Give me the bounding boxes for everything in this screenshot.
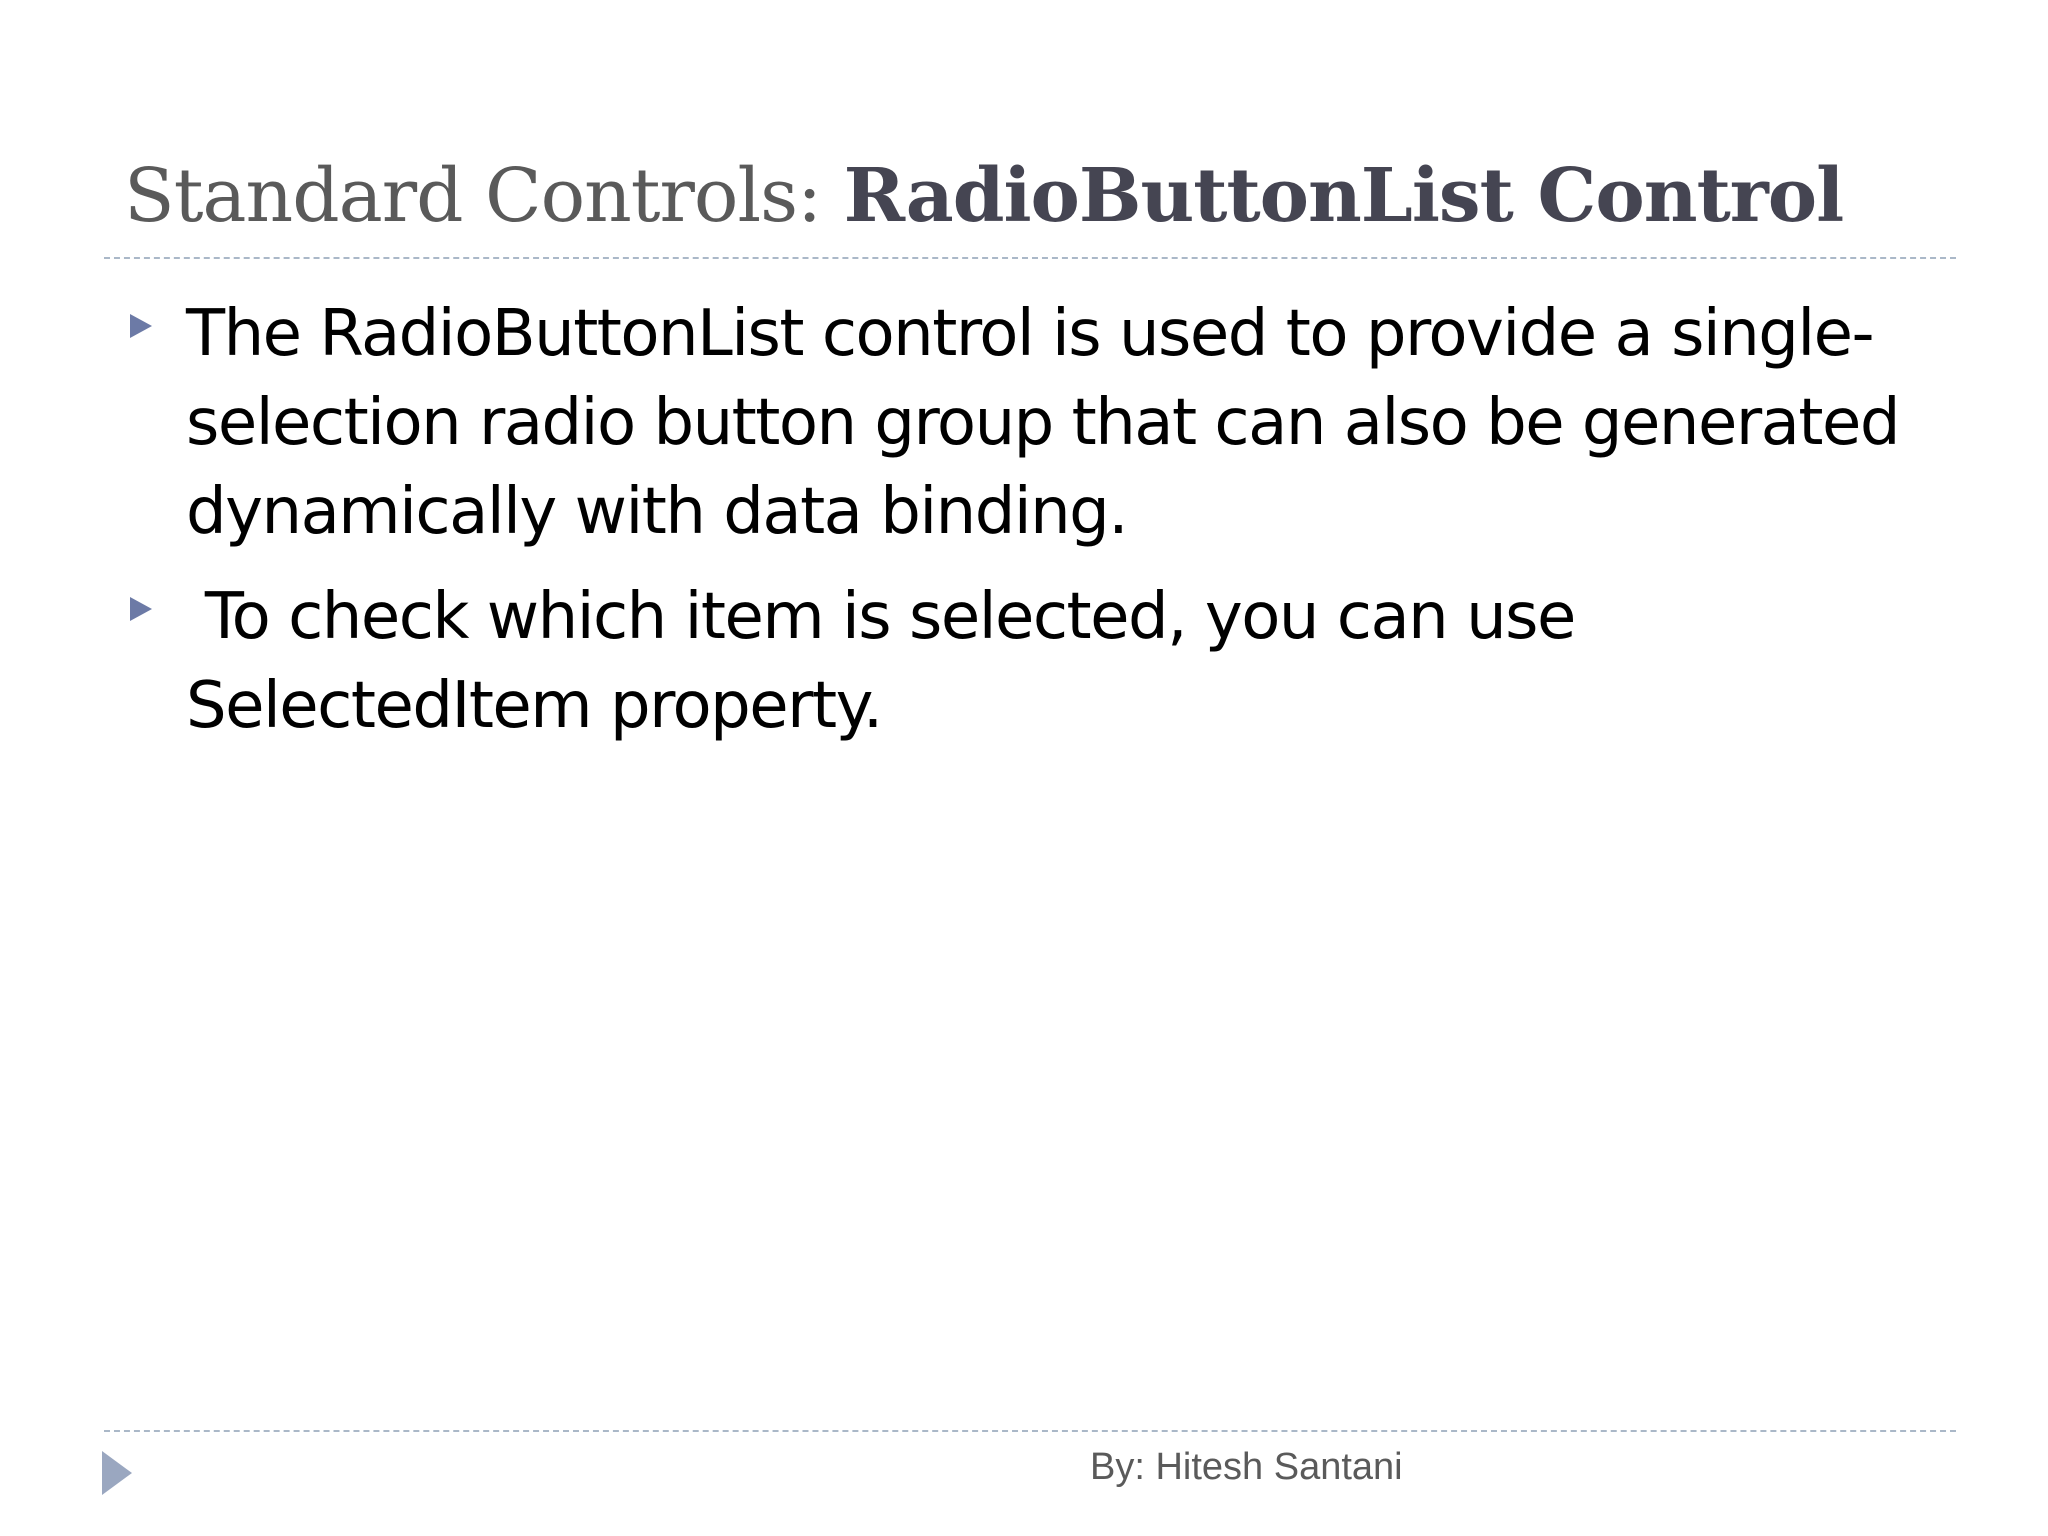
- triangle-bullet-icon: [130, 314, 152, 338]
- title-divider: [104, 257, 1956, 259]
- bullet-text: To check which item is selected, you can use SelectedItem property.: [186, 580, 1594, 743]
- title-prefix: Standard Controls:: [124, 153, 844, 239]
- triangle-bullet-icon: [130, 597, 152, 621]
- footer-author: By: Hitesh Santani: [1090, 1446, 1403, 1488]
- triangle-arrow-icon: [102, 1451, 132, 1495]
- title-bold: RadioButtonList Control: [843, 153, 1844, 239]
- slide-title: [124, 153, 1844, 239]
- bullet-list: [128, 290, 1908, 767]
- bullet-item: [128, 573, 1908, 751]
- bullet-item: [128, 290, 1908, 557]
- footer-divider: [104, 1430, 1956, 1432]
- bullet-text: The RadioButtonList control is used to provide a single-selection radio button group that can also be generated dynamically with data binding.: [186, 297, 1899, 549]
